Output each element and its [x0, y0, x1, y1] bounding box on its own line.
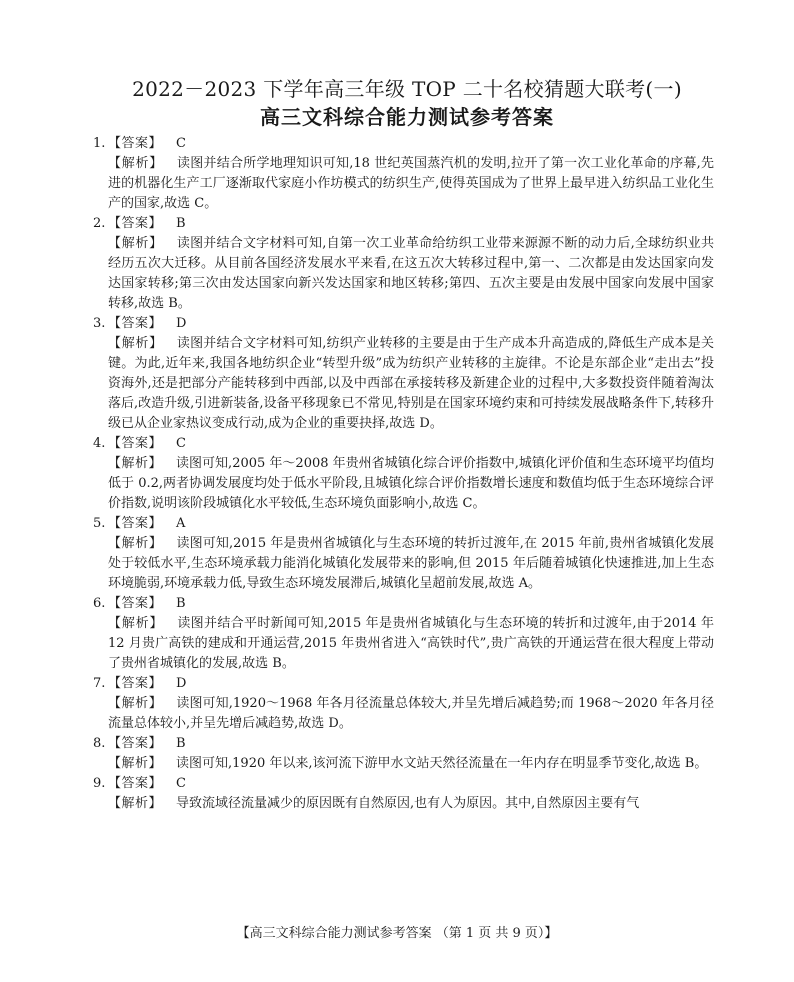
- answer-line: [93, 734, 714, 754]
- answer-item: [93, 314, 714, 434]
- explanation-label: 【解析】: [108, 156, 163, 171]
- explanation-paragraph: [108, 334, 714, 434]
- answer-label: 【答案】: [108, 516, 163, 531]
- answer-line: [93, 514, 714, 534]
- explanation-paragraph: [108, 754, 714, 774]
- explanation-label: 【解析】: [108, 756, 163, 771]
- question-number: 8.: [93, 736, 106, 751]
- answer-label: 【答案】: [108, 136, 163, 151]
- explanation-paragraph: [108, 694, 714, 734]
- explanation-paragraph: [108, 794, 714, 814]
- answer-label: 【答案】: [108, 676, 163, 691]
- answer-line: [93, 214, 714, 234]
- answer-choice: C: [176, 436, 186, 451]
- answer-label: 【答案】: [108, 596, 163, 611]
- answer-item: [93, 734, 714, 774]
- answer-item: [93, 514, 714, 594]
- answer-label: 【答案】: [108, 316, 163, 331]
- question-number: 3.: [93, 316, 106, 331]
- explanation-paragraph: [108, 154, 714, 214]
- question-number: 7.: [93, 676, 106, 691]
- answer-label: 【答案】: [108, 736, 163, 751]
- answer-label: 【答案】: [108, 216, 163, 231]
- answer-line: [93, 774, 714, 794]
- exam-title: 2022－2023 下学年高三年级 TOP 二十名校猜题大联考(一): [132, 77, 682, 101]
- page-footer: 【高三文科综合能力测试参考答案 （第 1 页 共 9 页）】: [236, 926, 558, 941]
- explanation-text: 读图可知,2015 年是贵州省城镇化与生态环境的转折过渡年,在 2015 年前,贵州省城镇化发展处于较低水平,生态环境承载力能消化城镇化发展带来的影响,但 2015 年后随着城镇化快速推进,加上生态环境脆弱,环境承载力低,导致生态环境发展滞后,城镇化呈超前发展,故选 A。: [108, 536, 714, 591]
- answer-choice: C: [176, 776, 186, 791]
- explanation-text: 读图并结合文字材料可知,纺织产业转移的主要是由于生产成本升高造成的,降低生产成本是关键。为此,近年来,我国各地纺织企业“转型升级”成为纺织产业转移的主旋律。不论是东部企业“走出去”投资海外,还是把部分产能转移到中西部,以及中西部在承接转移及新建企业的过程中,大多数投资伴随着淘汰落后,改造升级,引进新装备,设备平移现象已不常见,特别是在国家环境约束和可持续发展战略条件下,转移升级已从企业家热议变成行动,成为企业的重要抉择,故选 D。: [108, 336, 714, 431]
- answer-choice: A: [176, 516, 186, 531]
- explanation-label: 【解析】: [108, 696, 163, 711]
- answer-item: [93, 774, 714, 814]
- explanation-text: 读图并结合所学地理知识可知,18 世纪英国蒸汽机的发明,拉开了第一次工业化革命的序幕,先进的机器化生产工厂逐渐取代家庭小作坊模式的纺织生产,使得英国成为了世界上最早进入纺织品工业化生产的国家,故选 C。: [108, 156, 714, 211]
- answer-item: [93, 434, 714, 514]
- explanation-paragraph: [108, 534, 714, 594]
- answer-choice: C: [176, 136, 186, 151]
- answer-label: 【答案】: [108, 436, 163, 451]
- explanation-text: 导致流域径流量减少的原因既有自然原因,也有人为原因。其中,自然原因主要有气: [176, 796, 640, 811]
- answer-line: [93, 134, 714, 154]
- explanation-paragraph: [108, 234, 714, 314]
- explanation-label: 【解析】: [108, 536, 163, 551]
- question-number: 6.: [93, 596, 106, 611]
- question-number: 9.: [93, 776, 106, 791]
- answer-item: [93, 214, 714, 314]
- answer-line: [93, 594, 714, 614]
- explanation-text: 读图并结合平时新闻可知,2015 年是贵州省城镇化与生态环境的转折和过渡年,由于2014 年 12 月贵广高铁的建成和开通运营,2015 年贵州省进入“高铁时代”,贵广高铁的开通运营在很大程度上带动了贵州省城镇化的发展,故选 B。: [108, 616, 714, 671]
- answer-choice: B: [176, 596, 186, 611]
- explanation-text: 读图并结合文字材料可知,自第一次工业革命给纺织工业带来源源不断的动力后,全球纺织业共经历五次大迁移。从目前各国经济发展水平来看,在这五次大转移过程中,第一、二次都是由发达国家向发达国家转移;第三次由发达国家向新兴发达国家和地区转移;第四、五次主要是由发展中国家向发展中国家转移,故选 B。: [108, 236, 714, 311]
- answer-item: [93, 594, 714, 674]
- answer-label: 【答案】: [108, 776, 163, 791]
- question-number: 5.: [93, 516, 106, 531]
- document-subtitle: 高三文科综合能力测试参考答案: [260, 105, 554, 129]
- explanation-label: 【解析】: [108, 616, 164, 631]
- answer-choice: D: [176, 676, 187, 691]
- explanation-text: 读图可知,2005 年～2008 年贵州省城镇化综合评价指数中,城镇化评价值和生态环境平均值均低于 0.2,两者协调发展度均处于低水平阶段,且城镇化综合评价指数增长速度和数值均低于生态环境综合评价指数,说明该阶段城镇化水平较低,生态环境负面影响小,故选 C。: [108, 456, 714, 511]
- explanation-label: 【解析】: [108, 236, 163, 251]
- explanation-paragraph: [108, 614, 714, 674]
- answer-item: [93, 134, 714, 214]
- explanation-paragraph: [108, 454, 714, 514]
- answer-item: [93, 674, 714, 734]
- explanation-label: 【解析】: [108, 796, 163, 811]
- answer-choice: B: [176, 736, 186, 751]
- question-number: 2.: [93, 216, 106, 231]
- explanation-text: 读图可知,1920～1968 年各月径流量总体较大,并呈先增后减趋势;而 1968～2020 年各月径流量总体较小,并呈先增后减趋势,故选 D。: [108, 696, 714, 731]
- answer-choice: B: [176, 216, 186, 231]
- answer-line: [93, 314, 714, 334]
- explanation-text: 读图可知,1920 年以来,该河流下游甲水文站天然径流量在一年内存在明显季节变化,故选 B。: [176, 756, 708, 771]
- answer-list: [93, 134, 714, 814]
- answer-line: [93, 434, 714, 454]
- question-number: 1.: [93, 136, 106, 151]
- explanation-label: 【解析】: [108, 456, 163, 471]
- answer-choice: D: [176, 316, 187, 331]
- answer-line: [93, 674, 714, 694]
- question-number: 4.: [93, 436, 106, 451]
- explanation-label: 【解析】: [108, 336, 163, 351]
